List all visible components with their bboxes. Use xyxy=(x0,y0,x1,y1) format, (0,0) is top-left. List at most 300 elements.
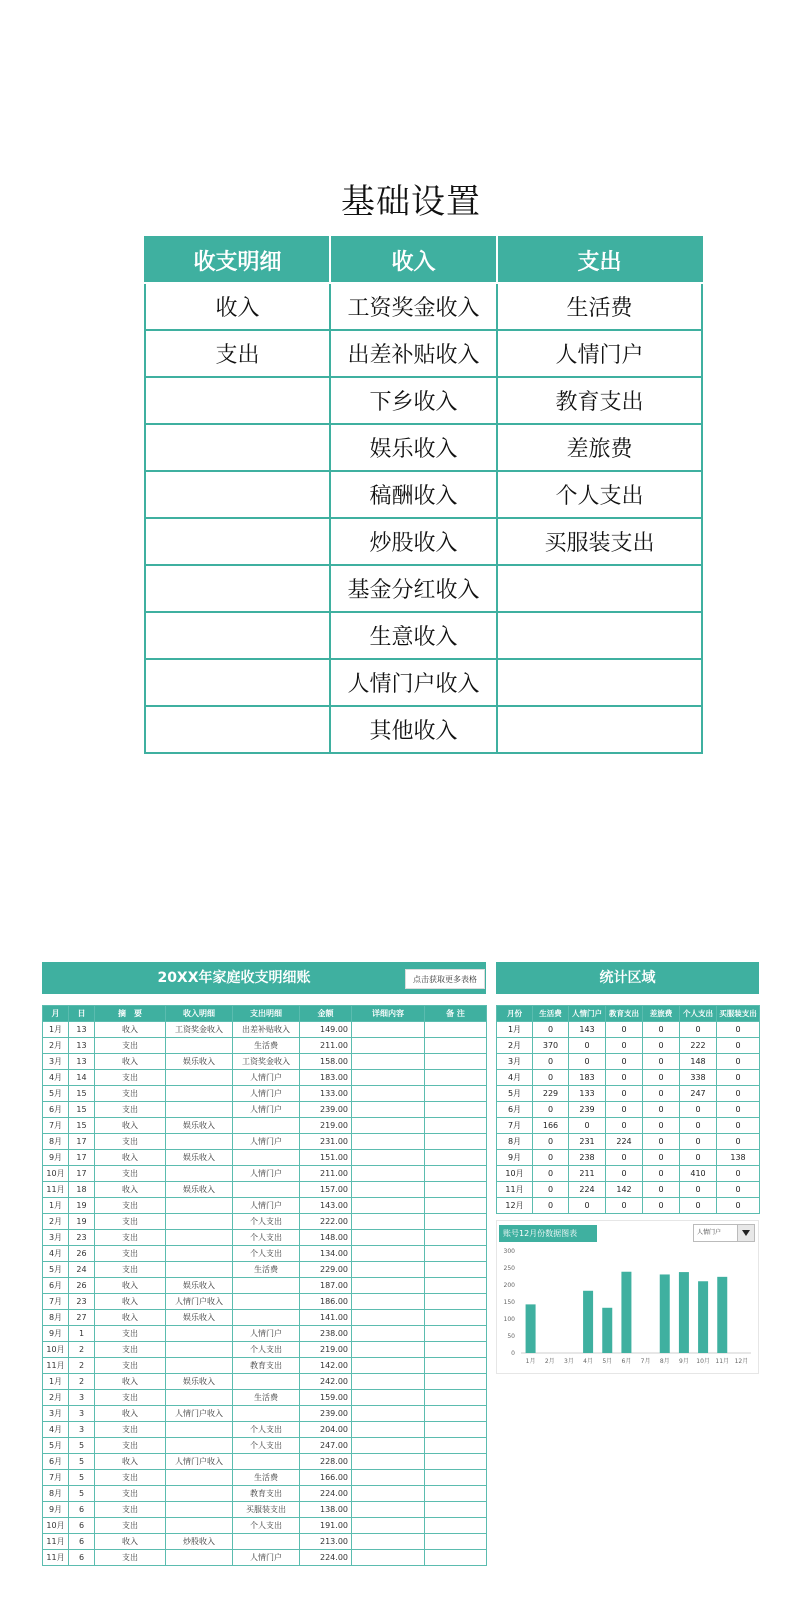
ledger-cell[interactable]: 6月 xyxy=(43,1454,69,1470)
ledger-row xyxy=(43,1118,487,1134)
ledger-cell[interactable] xyxy=(425,1470,487,1486)
ledger-cell[interactable] xyxy=(425,1502,487,1518)
ledger-cell[interactable]: 7月 xyxy=(43,1470,69,1486)
ledger-cell[interactable]: 238.00 xyxy=(300,1326,352,1342)
ledger-cell[interactable] xyxy=(166,1134,233,1150)
stats-cell: 0 xyxy=(533,1150,569,1166)
ledger-cell[interactable]: 3 xyxy=(69,1422,95,1438)
stats-row xyxy=(497,1198,760,1214)
ledger-cell[interactable]: 9月 xyxy=(43,1326,69,1342)
ledger-cell[interactable]: 娱乐收入 xyxy=(166,1310,233,1326)
ledger-cell[interactable] xyxy=(233,1406,300,1422)
ledger-cell[interactable]: 11月 xyxy=(43,1534,69,1550)
ledger-cell[interactable]: 支出 xyxy=(95,1102,166,1118)
ledger-cell[interactable]: 支出 xyxy=(95,1198,166,1214)
ledger-cell[interactable]: 收入 xyxy=(95,1022,166,1038)
ledger-cell[interactable] xyxy=(166,1550,233,1566)
ledger-cell[interactable] xyxy=(166,1086,233,1102)
ledger-cell[interactable]: 219.00 xyxy=(300,1342,352,1358)
ledger-cell[interactable]: 收入 xyxy=(95,1150,166,1166)
ledger-cell[interactable]: 219.00 xyxy=(300,1118,352,1134)
ledger-cell[interactable] xyxy=(352,1454,425,1470)
ledger-cell[interactable]: 8月 xyxy=(43,1134,69,1150)
ledger-cell[interactable]: 3月 xyxy=(43,1230,69,1246)
ledger-cell[interactable] xyxy=(425,1310,487,1326)
ledger-cell[interactable]: 9月 xyxy=(43,1150,69,1166)
ledger-cell[interactable]: 239.00 xyxy=(300,1406,352,1422)
ledger-cell[interactable]: 5 xyxy=(69,1454,95,1470)
ledger-cell[interactable] xyxy=(166,1102,233,1118)
ledger-cell[interactable]: 6 xyxy=(69,1502,95,1518)
ledger-cell[interactable]: 支出 xyxy=(95,1358,166,1374)
ledger-cell[interactable] xyxy=(166,1214,233,1230)
ledger-cell[interactable] xyxy=(166,1358,233,1374)
ledger-cell[interactable] xyxy=(425,1294,487,1310)
ledger-cell[interactable]: 17 xyxy=(69,1134,95,1150)
ledger-cell[interactable] xyxy=(352,1390,425,1406)
ledger-cell[interactable]: 10月 xyxy=(43,1342,69,1358)
ledger-cell[interactable] xyxy=(425,1326,487,1342)
ledger-cell[interactable]: 141.00 xyxy=(300,1310,352,1326)
ledger-cell[interactable]: 收入 xyxy=(95,1294,166,1310)
ledger-cell[interactable] xyxy=(352,1310,425,1326)
ledger-cell[interactable] xyxy=(166,1262,233,1278)
ledger-cell[interactable]: 娱乐收入 xyxy=(166,1054,233,1070)
ledger-cell[interactable]: 11月 xyxy=(43,1550,69,1566)
ledger-cell[interactable] xyxy=(425,1214,487,1230)
ledger-cell[interactable]: 5 xyxy=(69,1438,95,1454)
ledger-cell[interactable] xyxy=(352,1550,425,1566)
ledger-cell[interactable] xyxy=(425,1406,487,1422)
ledger-cell[interactable]: 人情门户 xyxy=(233,1102,300,1118)
ledger-cell[interactable] xyxy=(352,1278,425,1294)
ledger-cell[interactable] xyxy=(166,1470,233,1486)
ledger-cell[interactable] xyxy=(425,1262,487,1278)
ledger-cell[interactable]: 149.00 xyxy=(300,1022,352,1038)
stats-header-cell: 月份 xyxy=(497,1006,533,1022)
ledger-cell[interactable] xyxy=(425,1230,487,1246)
ledger-cell[interactable]: 133.00 xyxy=(300,1086,352,1102)
x-tick-label: 1月 xyxy=(525,1358,536,1365)
ledger-cell[interactable]: 134.00 xyxy=(300,1246,352,1262)
ledger-cell[interactable]: 6 xyxy=(69,1534,95,1550)
ledger-cell[interactable]: 个人支出 xyxy=(233,1438,300,1454)
ledger-cell[interactable] xyxy=(166,1166,233,1182)
ledger-cell[interactable] xyxy=(352,1182,425,1198)
ledger-cell[interactable] xyxy=(166,1502,233,1518)
basic-cell: 教育支出 xyxy=(497,377,702,424)
ledger-cell[interactable]: 个人支出 xyxy=(233,1422,300,1438)
ledger-cell[interactable]: 157.00 xyxy=(300,1182,352,1198)
ledger-cell[interactable]: 生活费 xyxy=(233,1038,300,1054)
ledger-cell[interactable] xyxy=(352,1342,425,1358)
ledger-cell[interactable]: 15 xyxy=(69,1118,95,1134)
stats-cell: 0 xyxy=(643,1070,680,1086)
ledger-cell[interactable] xyxy=(352,1198,425,1214)
ledger-cell[interactable] xyxy=(425,1438,487,1454)
ledger-cell[interactable]: 4月 xyxy=(43,1070,69,1086)
stats-cell: 0 xyxy=(643,1150,680,1166)
ledger-cell[interactable] xyxy=(425,1086,487,1102)
ledger-cell[interactable]: 8月 xyxy=(43,1310,69,1326)
ledger-cell[interactable] xyxy=(166,1342,233,1358)
ledger-cell[interactable]: 186.00 xyxy=(300,1294,352,1310)
ledger-cell[interactable] xyxy=(352,1486,425,1502)
ledger-cell[interactable] xyxy=(233,1182,300,1198)
ledger-cell[interactable]: 个人支出 xyxy=(233,1518,300,1534)
ledger-cell[interactable] xyxy=(352,1262,425,1278)
ledger-cell[interactable] xyxy=(425,1198,487,1214)
ledger-cell[interactable]: 211.00 xyxy=(300,1166,352,1182)
ledger-cell[interactable]: 2月 xyxy=(43,1214,69,1230)
ledger-cell[interactable]: 159.00 xyxy=(300,1390,352,1406)
ledger-cell[interactable] xyxy=(166,1390,233,1406)
ledger-cell[interactable]: 4月 xyxy=(43,1422,69,1438)
ledger-cell[interactable] xyxy=(425,1070,487,1086)
ledger-cell[interactable]: 191.00 xyxy=(300,1518,352,1534)
ledger-cell[interactable]: 10月 xyxy=(43,1518,69,1534)
ledger-row xyxy=(43,1278,487,1294)
ledger-cell[interactable] xyxy=(166,1326,233,1342)
ledger-cell[interactable] xyxy=(233,1118,300,1134)
ledger-cell[interactable]: 收入 xyxy=(95,1534,166,1550)
ledger-cell[interactable] xyxy=(233,1150,300,1166)
ledger-cell[interactable]: 支出 xyxy=(95,1214,166,1230)
ledger-cell[interactable] xyxy=(352,1150,425,1166)
ledger-cell[interactable]: 138.00 xyxy=(300,1502,352,1518)
ledger-cell[interactable]: 出差补贴收入 xyxy=(233,1022,300,1038)
ledger-cell[interactable] xyxy=(425,1518,487,1534)
ledger-cell[interactable] xyxy=(425,1358,487,1374)
ledger-cell[interactable]: 11月 xyxy=(43,1358,69,1374)
ledger-cell[interactable] xyxy=(166,1198,233,1214)
stats-cell: 0 xyxy=(643,1086,680,1102)
stats-cell: 5月 xyxy=(497,1086,533,1102)
stats-cell: 224 xyxy=(569,1182,606,1198)
ledger-cell[interactable] xyxy=(166,1518,233,1534)
ledger-cell[interactable]: 158.00 xyxy=(300,1054,352,1070)
ledger-cell[interactable]: 支出 xyxy=(95,1422,166,1438)
ledger-cell[interactable]: 151.00 xyxy=(300,1150,352,1166)
ledger-cell[interactable]: 13 xyxy=(69,1038,95,1054)
stats-cell: 7月 xyxy=(497,1118,533,1134)
ledger-cell[interactable]: 183.00 xyxy=(300,1070,352,1086)
ledger-cell[interactable]: 148.00 xyxy=(300,1230,352,1246)
ledger-cell[interactable]: 3月 xyxy=(43,1406,69,1422)
ledger-cell[interactable]: 222.00 xyxy=(300,1214,352,1230)
ledger-header-cell: 月 xyxy=(43,1006,69,1022)
ledger-cell[interactable] xyxy=(352,1294,425,1310)
ledger-cell[interactable]: 支出 xyxy=(95,1086,166,1102)
ledger-cell[interactable] xyxy=(352,1374,425,1390)
ledger-row xyxy=(43,1086,487,1102)
ledger-cell[interactable] xyxy=(352,1054,425,1070)
ledger-cell[interactable] xyxy=(352,1134,425,1150)
basic-row xyxy=(145,518,702,565)
ledger-cell[interactable] xyxy=(233,1310,300,1326)
ledger-cell[interactable]: 支出 xyxy=(95,1390,166,1406)
chart-title: 账号12月份数据图表 xyxy=(499,1225,597,1242)
ledger-cell[interactable]: 187.00 xyxy=(300,1278,352,1294)
ledger-cell[interactable]: 9月 xyxy=(43,1502,69,1518)
ledger-cell[interactable]: 204.00 xyxy=(300,1422,352,1438)
ledger-cell[interactable] xyxy=(352,1118,425,1134)
ledger-cell[interactable]: 人情门户收入 xyxy=(166,1294,233,1310)
ledger-cell[interactable] xyxy=(166,1038,233,1054)
ledger-cell[interactable] xyxy=(425,1182,487,1198)
ledger-cell[interactable]: 1月 xyxy=(43,1198,69,1214)
ledger-cell[interactable] xyxy=(352,1086,425,1102)
ledger-cell[interactable] xyxy=(352,1070,425,1086)
ledger-cell[interactable]: 支出 xyxy=(95,1246,166,1262)
ledger-cell[interactable] xyxy=(352,1166,425,1182)
ledger-cell[interactable]: 生活费 xyxy=(233,1262,300,1278)
ledger-cell[interactable]: 支出 xyxy=(95,1038,166,1054)
more-templates-button[interactable]: 点击获取更多表格 xyxy=(405,969,485,989)
ledger-cell[interactable] xyxy=(352,1038,425,1054)
ledger-cell[interactable]: 收入 xyxy=(95,1054,166,1070)
ledger-cell[interactable]: 8月 xyxy=(43,1486,69,1502)
ledger-cell[interactable]: 166.00 xyxy=(300,1470,352,1486)
ledger-cell[interactable]: 11月 xyxy=(43,1182,69,1198)
ledger-cell[interactable]: 5月 xyxy=(43,1438,69,1454)
ledger-cell[interactable] xyxy=(166,1438,233,1454)
ledger-cell[interactable] xyxy=(425,1038,487,1054)
ledger-cell[interactable]: 娱乐收入 xyxy=(166,1278,233,1294)
ledger-cell[interactable] xyxy=(425,1134,487,1150)
ledger-cell[interactable] xyxy=(352,1470,425,1486)
ledger-cell[interactable] xyxy=(166,1246,233,1262)
ledger-cell[interactable]: 10月 xyxy=(43,1166,69,1182)
ledger-cell[interactable]: 2月 xyxy=(43,1038,69,1054)
ledger-cell[interactable]: 3 xyxy=(69,1390,95,1406)
ledger-cell[interactable] xyxy=(166,1422,233,1438)
ledger-cell[interactable]: 3 xyxy=(69,1406,95,1422)
ledger-cell[interactable]: 买服装支出 xyxy=(233,1502,300,1518)
ledger-cell[interactable]: 228.00 xyxy=(300,1454,352,1470)
ledger-cell[interactable] xyxy=(352,1214,425,1230)
ledger-cell[interactable] xyxy=(425,1422,487,1438)
ledger-cell[interactable] xyxy=(352,1438,425,1454)
ledger-cell[interactable]: 231.00 xyxy=(300,1134,352,1150)
ledger-cell[interactable]: 人情门户 xyxy=(233,1550,300,1566)
ledger-cell[interactable] xyxy=(425,1342,487,1358)
ledger-cell[interactable]: 支出 xyxy=(95,1166,166,1182)
ledger-cell[interactable]: 工资奖金收入 xyxy=(233,1054,300,1070)
ledger-cell[interactable] xyxy=(425,1454,487,1470)
ledger-cell[interactable] xyxy=(352,1502,425,1518)
ledger-cell[interactable] xyxy=(352,1246,425,1262)
ledger-cell[interactable]: 15 xyxy=(69,1086,95,1102)
ledger-cell[interactable] xyxy=(352,1518,425,1534)
ledger-cell[interactable]: 人情门户 xyxy=(233,1086,300,1102)
ledger-cell[interactable]: 人情门户收入 xyxy=(166,1454,233,1470)
ledger-header-cell: 金额 xyxy=(300,1006,352,1022)
ledger-cell[interactable]: 支出 xyxy=(95,1262,166,1278)
ledger-cell[interactable] xyxy=(166,1230,233,1246)
ledger-cell[interactable]: 个人支出 xyxy=(233,1230,300,1246)
ledger-cell[interactable]: 人情门户收入 xyxy=(166,1406,233,1422)
ledger-cell[interactable] xyxy=(352,1102,425,1118)
ledger-cell[interactable]: 生活费 xyxy=(233,1470,300,1486)
ledger-cell[interactable]: 2月 xyxy=(43,1390,69,1406)
ledger-cell[interactable] xyxy=(233,1374,300,1390)
chevron-down-icon[interactable] xyxy=(737,1225,754,1241)
ledger-cell[interactable]: 19 xyxy=(69,1214,95,1230)
ledger-cell[interactable] xyxy=(352,1406,425,1422)
ledger-cell[interactable]: 教育支出 xyxy=(233,1358,300,1374)
ledger-cell[interactable]: 5月 xyxy=(43,1086,69,1102)
ledger-row xyxy=(43,1070,487,1086)
ledger-cell[interactable]: 支出 xyxy=(95,1070,166,1086)
ledger-cell[interactable]: 27 xyxy=(69,1310,95,1326)
ledger-cell[interactable]: 支出 xyxy=(95,1550,166,1566)
ledger-cell[interactable] xyxy=(352,1422,425,1438)
ledger-cell[interactable] xyxy=(425,1390,487,1406)
ledger-cell[interactable]: 娱乐收入 xyxy=(166,1150,233,1166)
ledger-cell[interactable]: 15 xyxy=(69,1102,95,1118)
ledger-cell[interactable]: 支出 xyxy=(95,1518,166,1534)
ledger-cell[interactable]: 教育支出 xyxy=(233,1486,300,1502)
ledger-cell[interactable] xyxy=(352,1358,425,1374)
ledger-cell[interactable]: 213.00 xyxy=(300,1534,352,1550)
ledger-cell[interactable]: 支出 xyxy=(95,1342,166,1358)
ledger-cell[interactable] xyxy=(233,1534,300,1550)
ledger-cell[interactable]: 收入 xyxy=(95,1278,166,1294)
ledger-cell[interactable]: 收入 xyxy=(95,1182,166,1198)
ledger-cell[interactable]: 生活费 xyxy=(233,1390,300,1406)
ledger-cell[interactable] xyxy=(425,1118,487,1134)
ledger-cell[interactable]: 娱乐收入 xyxy=(166,1182,233,1198)
ledger-cell[interactable]: 1月 xyxy=(43,1022,69,1038)
ledger-cell[interactable]: 炒股收入 xyxy=(166,1534,233,1550)
ledger-cell[interactable]: 224.00 xyxy=(300,1486,352,1502)
ledger-cell[interactable]: 229.00 xyxy=(300,1262,352,1278)
x-tick-label: 11月 xyxy=(715,1358,730,1365)
ledger-cell[interactable] xyxy=(425,1486,487,1502)
ledger-cell[interactable]: 娱乐收入 xyxy=(166,1118,233,1134)
ledger-cell[interactable]: 23 xyxy=(69,1230,95,1246)
ledger-cell[interactable]: 娱乐收入 xyxy=(166,1374,233,1390)
ledger-cell[interactable]: 18 xyxy=(69,1182,95,1198)
ledger-cell[interactable] xyxy=(425,1550,487,1566)
ledger-cell[interactable] xyxy=(425,1246,487,1262)
ledger-cell[interactable]: 收入 xyxy=(95,1406,166,1422)
ledger-cell[interactable]: 13 xyxy=(69,1022,95,1038)
ledger-cell[interactable] xyxy=(425,1534,487,1550)
ledger-cell[interactable]: 个人支出 xyxy=(233,1342,300,1358)
chart-category-select[interactable] xyxy=(693,1224,755,1242)
ledger-cell[interactable]: 收入 xyxy=(95,1454,166,1470)
ledger-cell[interactable]: 6月 xyxy=(43,1278,69,1294)
ledger-cell[interactable]: 242.00 xyxy=(300,1374,352,1390)
ledger-cell[interactable]: 142.00 xyxy=(300,1358,352,1374)
ledger-cell[interactable]: 23 xyxy=(69,1294,95,1310)
ledger-cell[interactable]: 1 xyxy=(69,1326,95,1342)
ledger-cell[interactable]: 6 xyxy=(69,1550,95,1566)
ledger-cell[interactable]: 支出 xyxy=(95,1230,166,1246)
ledger-cell[interactable] xyxy=(233,1454,300,1470)
ledger-cell[interactable]: 收入 xyxy=(95,1310,166,1326)
ledger-cell[interactable] xyxy=(166,1486,233,1502)
ledger-cell[interactable]: 支出 xyxy=(95,1326,166,1342)
ledger-cell[interactable] xyxy=(425,1102,487,1118)
ledger-cell[interactable]: 支出 xyxy=(95,1486,166,1502)
ledger-cell[interactable]: 工资奖金收入 xyxy=(166,1022,233,1038)
ledger-cell[interactable] xyxy=(425,1374,487,1390)
ledger-cell[interactable] xyxy=(233,1278,300,1294)
ledger-cell[interactable] xyxy=(233,1294,300,1310)
ledger-cell[interactable]: 收入 xyxy=(95,1374,166,1390)
ledger-cell[interactable] xyxy=(166,1070,233,1086)
ledger-title: 20XX年家庭收支明细账 xyxy=(157,970,311,986)
ledger-cell[interactable]: 3月 xyxy=(43,1054,69,1070)
ledger-cell[interactable] xyxy=(425,1022,487,1038)
ledger-cell[interactable] xyxy=(425,1166,487,1182)
ledger-cell[interactable] xyxy=(425,1054,487,1070)
ledger-cell[interactable]: 211.00 xyxy=(300,1038,352,1054)
ledger-cell[interactable]: 7月 xyxy=(43,1294,69,1310)
ledger-cell[interactable]: 5月 xyxy=(43,1262,69,1278)
ledger-cell[interactable]: 2 xyxy=(69,1342,95,1358)
x-tick-label: 2月 xyxy=(544,1358,555,1365)
ledger-header-cell: 摘 要 xyxy=(95,1006,166,1022)
ledger-cell[interactable]: 收入 xyxy=(95,1118,166,1134)
ledger-cell[interactable]: 个人支出 xyxy=(233,1214,300,1230)
ledger-cell[interactable]: 24 xyxy=(69,1262,95,1278)
ledger-cell[interactable]: 17 xyxy=(69,1166,95,1182)
ledger-cell[interactable]: 人情门户 xyxy=(233,1326,300,1342)
ledger-cell[interactable]: 7月 xyxy=(43,1118,69,1134)
ledger-cell[interactable]: 人情门户 xyxy=(233,1070,300,1086)
ledger-cell[interactable]: 4月 xyxy=(43,1246,69,1262)
ledger-cell[interactable]: 19 xyxy=(69,1198,95,1214)
ledger-cell[interactable]: 支出 xyxy=(95,1502,166,1518)
ledger-cell[interactable]: 支出 xyxy=(95,1438,166,1454)
ledger-cell[interactable]: 个人支出 xyxy=(233,1246,300,1262)
ledger-cell[interactable]: 2 xyxy=(69,1358,95,1374)
ledger-cell[interactable]: 17 xyxy=(69,1150,95,1166)
ledger-cell[interactable]: 26 xyxy=(69,1278,95,1294)
bar-4 xyxy=(583,1291,593,1353)
ledger-cell[interactable]: 2 xyxy=(69,1374,95,1390)
ledger-cell[interactable]: 26 xyxy=(69,1246,95,1262)
ledger-cell[interactable]: 5 xyxy=(69,1470,95,1486)
ledger-cell[interactable]: 人情门户 xyxy=(233,1134,300,1150)
ledger-cell[interactable]: 13 xyxy=(69,1054,95,1070)
ledger-cell[interactable]: 6月 xyxy=(43,1102,69,1118)
ledger-cell[interactable]: 5 xyxy=(69,1486,95,1502)
ledger-cell[interactable] xyxy=(352,1022,425,1038)
ledger-cell[interactable]: 14 xyxy=(69,1070,95,1086)
ledger-cell[interactable]: 1月 xyxy=(43,1374,69,1390)
ledger-cell[interactable] xyxy=(352,1534,425,1550)
ledger-cell[interactable]: 人情门户 xyxy=(233,1198,300,1214)
ledger-cell[interactable]: 143.00 xyxy=(300,1198,352,1214)
ledger-cell[interactable]: 支出 xyxy=(95,1134,166,1150)
ledger-cell[interactable] xyxy=(425,1278,487,1294)
ledger-cell[interactable]: 支出 xyxy=(95,1470,166,1486)
ledger-cell[interactable] xyxy=(425,1150,487,1166)
ledger-cell[interactable] xyxy=(352,1230,425,1246)
ledger-cell[interactable]: 人情门户 xyxy=(233,1166,300,1182)
stats-cell: 0 xyxy=(643,1118,680,1134)
ledger-cell[interactable] xyxy=(352,1326,425,1342)
ledger-cell[interactable]: 247.00 xyxy=(300,1438,352,1454)
ledger-cell[interactable]: 239.00 xyxy=(300,1102,352,1118)
ledger-cell[interactable]: 224.00 xyxy=(300,1550,352,1566)
ledger-cell[interactable]: 6 xyxy=(69,1518,95,1534)
